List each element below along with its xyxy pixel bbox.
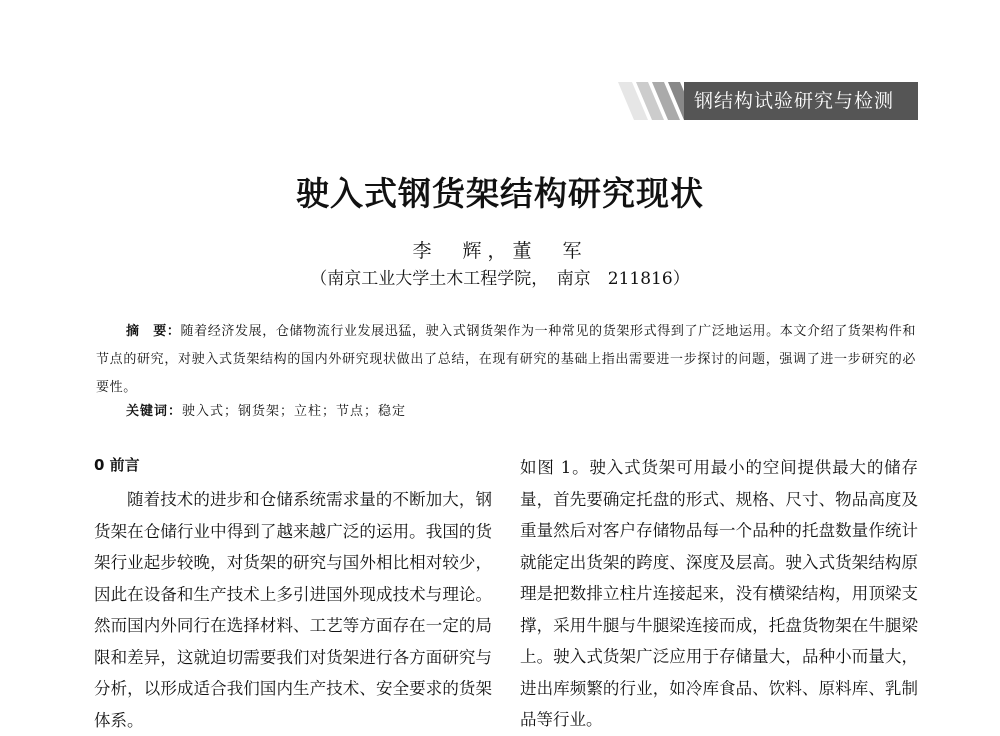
keywords-label: 关键词： <box>126 404 183 419</box>
paper-affiliation: （南京工业大学土木工程学院， 南京 211816） <box>310 269 690 289</box>
keywords <box>126 400 406 419</box>
left-column-paragraph: 随着技术的进步和仓储系统需求量的不断加大，钢货架在仓储行业中得到了越来越广泛的运用。我国的货架行业起步较晚，对货架的研究与国外相比相对较少，因此在设备和生产技术上多引进国外现成技术与理论。然而国内外同行在选择材料、工艺等方面存在一定的局限和差异，这就迫切需要我们对货架进行各方面研究与分析，以形成适合我们国内生产技术、安全要求的货架体系。 <box>94 490 492 730</box>
keywords-text: 驶入式；钢货架；立柱；节点；稳定 <box>182 404 407 419</box>
right-column <box>520 452 918 736</box>
right-column-paragraph: 如图 1。驶入式货架可用最小的空间提供最大的储存量，首先要确定托盘的形式、规格、尺寸、物品高度及重量然后对客户存储物品每一个品种的托盘数量作统计就能定出货架的跨度、深度及层高。驶入式货架结构原理是把数排立柱片连接起来，没有横梁结构，用顶梁支撑，采用牛腿与牛腿梁连接而成，托盘货物架在牛腿梁上。驶入式货架广泛应用于存储量大，品种小而量大，进出库频繁的行业，如冷库食品、饮料、原料库、乳制品等行业。 <box>520 458 918 729</box>
paper-authors: 李 辉，董 军 <box>412 240 588 262</box>
abstract <box>96 318 916 402</box>
paper-title: 驶入式钢货架结构研究现状 <box>296 174 704 213</box>
journal-section-banner <box>618 82 918 120</box>
abstract-label: 摘 要： <box>126 324 181 339</box>
section-heading: 0 前言 <box>94 456 140 474</box>
left-column <box>94 452 492 736</box>
journal-section-label: 钢结构试验研究与检测 <box>684 82 918 120</box>
abstract-text: 随着经济发展，仓储物流行业发展迅猛，驶入式钢货架作为一种常见的货架形式得到了广泛地运用。本文介绍了货架构件和节点的研究，对驶入式货架结构的国内外研究现状做出了总结，在现有研究的基础上指出需要进一步探讨的问题，强调了进一步研究的必要性。 <box>96 324 916 395</box>
